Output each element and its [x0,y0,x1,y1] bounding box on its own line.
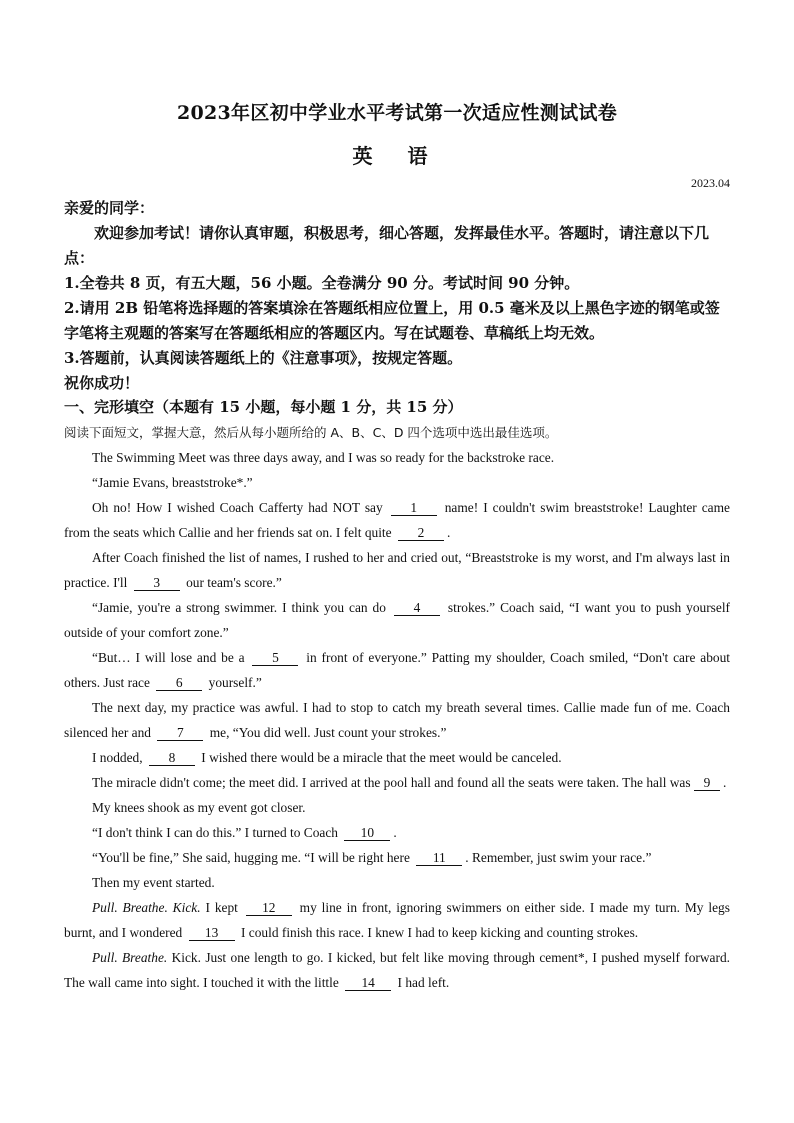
passage-paragraph: I nodded, 8 I wished there would be a miracle that the meet would be canceled. [92,750,562,765]
blank-1: 1 [391,500,437,516]
passage-paragraph: “Jamie Evans, breaststroke*.” [92,475,253,490]
passage-paragraph: The next day, my practice was awful. I had to stop to catch my breath several times. Callie made fun of me. Coach silenced her and 7 me, “You did well. Just count your strokes.” [64,700,730,740]
passage-paragraph: “I don't think I can do this.” I turned to Coach 10 . [92,825,397,840]
blank-6: 6 [156,675,202,691]
blank-2: 2 [398,525,444,541]
exam-title: 2023年区初中学业水平考试第一次适应性测试试卷 [176,102,618,124]
section-title: 一、完形填空（本题有 15 小题，每小题 1 分，共 15 分） [64,398,463,416]
blank-9: 9 [694,775,720,791]
blank-11: 11 [416,850,462,866]
cloze-passage [64,445,730,995]
blank-13: 13 [189,925,235,941]
blank-12: 12 [246,900,292,916]
blank-14: 14 [345,975,391,991]
passage-paragraph: After Coach finished the list of names, I rushed to her and cried out, “Breaststroke is my worst, and I'm always last in practice. I'll 3 our team's score.” [64,550,730,590]
notice-item-1: 1.全卷共 8 页，有五大题，56 小题。全卷满分 90 分。考试时间 90 分钟。 [64,274,580,292]
passage-paragraph: Pull. Breathe. Kick. I kept 12 my line in front, ignoring swimmers on either side. I made my turn. My legs burnt, and I wondered 13 I could finish this race. I knew I had to keep kicking and counting strokes. [64,900,730,940]
passage-paragraph: Oh no! How I wished Coach Cafferty had NOT say 1 name! I couldn't swim breaststroke! Laughter came from the seats which Callie and her friends sat on. I felt quite 2 . [64,500,730,540]
blank-4: 4 [394,600,440,616]
blank-3: 3 [134,575,180,591]
blank-7: 7 [157,725,203,741]
exam-notice [64,196,734,396]
blank-5: 5 [252,650,298,666]
passage-paragraph: “You'll be fine,” She said, hugging me. “I will be right here 11 . Remember, just swim your race.” [92,850,652,865]
section-directions: 阅读下面短文，掌握大意，然后从每小题所给的 A、B、C、D 四个选项中选出最佳选项。 [64,425,558,440]
exam-date: 2023.04 [691,176,730,190]
notice-item-3: 3.答题前，认真阅读答题纸上的《注意事项》，按规定答题。 [64,349,463,367]
passage-paragraph: My knees shook as my event got closer. [92,800,306,815]
passage-paragraph: “Jamie, you're a strong swimmer. I think you can do 4 strokes.” Coach said, “I want you to push yourself outside of your comfort zone.” [64,600,731,640]
notice-wish: 祝你成功！ [64,374,140,392]
subject-heading: 英 语 [352,144,442,168]
blank-8: 8 [149,750,195,766]
notice-greeting: 亲爱的同学： [64,199,155,217]
passage-paragraph: The Swimming Meet was three days away, and I was so ready for the backstroke race. [92,450,555,465]
passage-paragraph: The miracle didn't come; the meet did. I arrived at the pool hall and found all the seats were taken. The hall was 9 . [92,775,727,790]
passage-paragraph: “But… I will lose and be a 5 in front of everyone.” Patting my shoulder, Coach smiled, “Don't care about others. Just race 6 yourself.” [64,650,730,690]
passage-paragraph: Pull. Breathe. Kick. Just one length to go. I kicked, but felt like moving through cement*, I pushed myself forward. The wall came into sight. I touched it with the little 14 I had left. [64,950,730,990]
notice-item-2: 2.请用 2B 铅笔将选择题的答案填涂在答题纸相应位置上，用 0.5 毫米及以上黑色字迹的钢笔或签字笔将主观题的答案写在答题纸相应的答题区内。写在试题卷、草稿纸上均无效。 [64,299,720,342]
notice-welcome: 欢迎参加考试！请你认真审题，积极思考，细心答题，发挥最佳水平。答题时，请注意以下几点： [64,224,710,267]
blank-10: 10 [344,825,390,841]
passage-paragraph: Then my event started. [92,875,215,890]
